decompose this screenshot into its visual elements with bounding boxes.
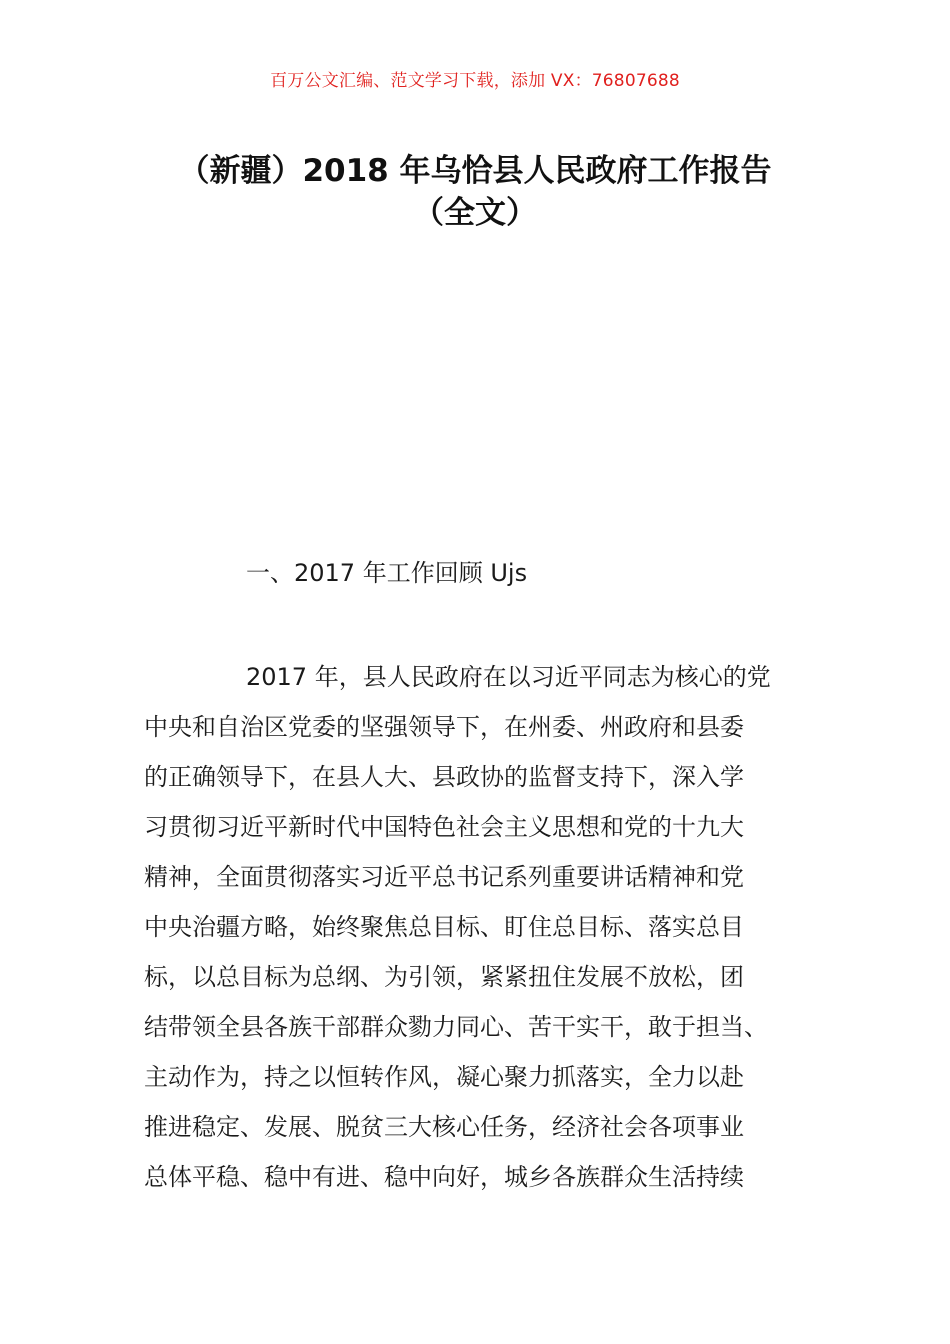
body-line: 精神，全面贯彻落实习近平总书记系列重要讲话精神和党 — [144, 863, 744, 891]
body-line: 总体平稳、稳中有进、稳中向好，城乡各族群众生活持续 — [144, 1163, 744, 1191]
body-line: 标，以总目标为总纲、为引领，紧紧扭住发展不放松，团 — [144, 963, 744, 991]
body-line: 推进稳定、发展、脱贫三大核心任务，经济社会各项事业 — [144, 1113, 744, 1141]
body-line: 中央治疆方略，始终聚焦总目标、盯住总目标、落实总目 — [144, 913, 744, 941]
section-heading: 一、2017 年工作回顾 Ujs — [246, 559, 528, 587]
document-title — [0, 150, 950, 234]
body-line: 中央和自治区党委的坚强领导下，在州委、州政府和县委 — [144, 713, 744, 741]
title-line-1: （新疆）2018 年乌恰县人民政府工作报告 — [178, 153, 772, 189]
body-line: 习贯彻习近平新时代中国特色社会主义思想和党的十九大 — [144, 813, 744, 841]
body-line: 的正确领导下，在县人大、县政协的监督支持下，深入学 — [144, 763, 744, 791]
body-line: 结带领全县各族干部群众勠力同心、苦干实干，敢于担当、 — [144, 1013, 768, 1041]
body-line: 2017 年，县人民政府在以习近平同志为核心的党 — [246, 663, 771, 691]
body-paragraph — [144, 652, 824, 1202]
title-line-2: （全文） — [413, 195, 537, 231]
download-promo-note: 百万公文汇编、范文学习下载，添加 VX：76807688 — [270, 71, 680, 91]
body-line: 主动作为，持之以恒转作风，凝心聚力抓落实，全力以赴 — [144, 1063, 744, 1091]
